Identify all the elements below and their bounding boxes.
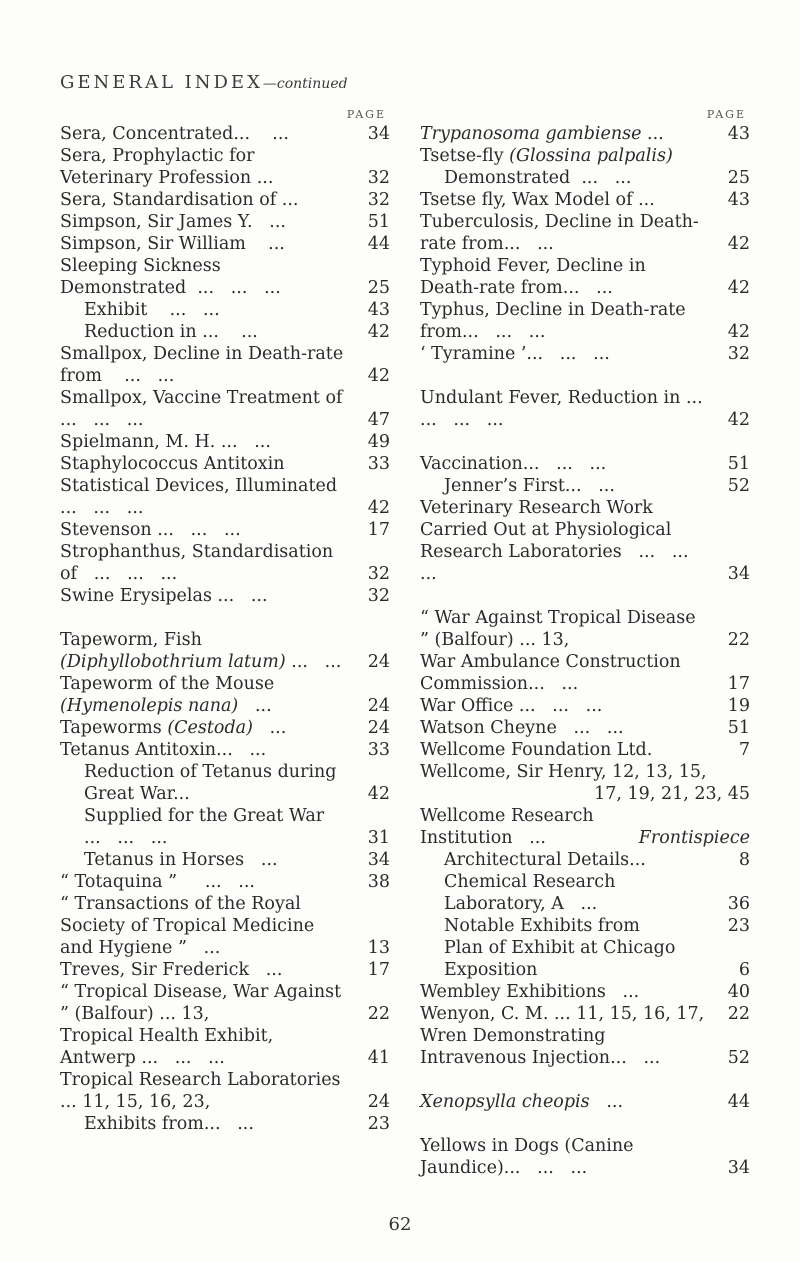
entry-text: [60, 1026, 279, 1068]
index-entry: [60, 233, 390, 255]
entry-text: [60, 234, 285, 254]
entry-label: Tsetse-fly: [420, 146, 510, 166]
entry-text: [420, 937, 706, 981]
entry-page-ref: 43: [727, 190, 750, 210]
entry-label: Architectural Details...: [444, 850, 646, 870]
entry-label: Tapeworm, Fish: [60, 630, 208, 650]
entry-spacer: [420, 431, 750, 453]
entry-label: Plan of Exhibit at Chicago Exposition: [444, 938, 681, 980]
entry-page-ref: 22: [727, 1004, 750, 1024]
entry-text: [420, 300, 691, 342]
entry-text: [60, 476, 343, 518]
entry-text: [420, 475, 706, 497]
entry-label: Tuberculosis, Decline in Death-rate from... ...: [420, 212, 699, 254]
index-entry: [60, 739, 390, 761]
index-entry: [420, 211, 750, 255]
entry-page-ref: 24: [367, 718, 390, 738]
entry-text: [420, 806, 599, 848]
entry-text: [420, 696, 602, 716]
entry-page-ref: 40: [727, 982, 750, 1002]
entry-label: “ Transactions of the Royal Society of Tropical Medicine and Hygiene ” ...: [60, 894, 320, 958]
index-entry: [60, 431, 390, 453]
index-entry: [60, 849, 390, 871]
entry-text: [420, 608, 701, 650]
index-entry: [420, 761, 750, 805]
entry-page-ref: 23: [367, 1114, 390, 1134]
entry-page-ref: 42: [367, 498, 390, 518]
entry-text: [420, 146, 673, 166]
entry-label: Chemical Research Laboratory, A ...: [444, 872, 621, 914]
entry-text: [60, 761, 346, 805]
entry-text: [420, 982, 639, 1002]
index-entry: [60, 123, 390, 145]
entry-text: [60, 805, 346, 849]
index-entry: [60, 585, 390, 607]
entry-page-ref: 34: [727, 1158, 750, 1178]
entry-page-ref: 19: [727, 696, 750, 716]
page-number: 62: [388, 1214, 412, 1235]
entry-page-ref: 44: [727, 1092, 750, 1112]
entry-italic-term: (Diphyllobothrium latum): [60, 652, 286, 672]
entry-page-ref: 17: [367, 960, 390, 980]
entry-page-ref: Frontispiece: [638, 828, 750, 848]
index-entry: [420, 189, 750, 211]
index-entry: [420, 1135, 750, 1179]
entry-text: [420, 388, 719, 430]
entry-leader: ...: [589, 1092, 624, 1112]
index-entry: [420, 167, 750, 189]
index-entry: [420, 497, 750, 585]
entry-label: Tapeworms: [60, 718, 168, 738]
entry-label: Wembley Exhibitions ...: [420, 982, 640, 1002]
entry-page-ref: 23: [727, 916, 750, 936]
entry-label: Undulant Fever, Reduction in ... ... ... ...: [420, 388, 720, 430]
entry-label: Wren Demonstrating Intravenous Injection... ...: [420, 1026, 661, 1068]
entry-page-ref: 17: [367, 520, 390, 540]
entry-label: Tetanus in Horses ...: [84, 850, 278, 870]
entry-text: [60, 849, 346, 871]
entry-text: [420, 212, 699, 254]
entry-spacer: [420, 365, 750, 387]
entry-text: [420, 1092, 623, 1112]
entry-text: [60, 894, 320, 958]
entry-label: Wellcome Research Institution ...: [420, 806, 600, 848]
index-entry: [420, 937, 750, 981]
entry-label: Watson Cheyne ... ...: [420, 718, 624, 738]
entry-page-ref: 44: [367, 234, 390, 254]
index-entry: [420, 607, 750, 651]
entry-spacer: [60, 607, 390, 629]
entry-label: Simpson, Sir William ...: [60, 234, 285, 254]
entry-label: ‘ Tyramine ’... ... ...: [420, 344, 610, 364]
entry-text: [60, 960, 282, 980]
index-entry: [60, 299, 390, 321]
entry-label: Spielmann, M. H. ... ...: [60, 432, 271, 452]
entry-text: [420, 344, 610, 364]
entry-label: “ Tropical Disease, War Against ” (Balfour) ... 13,: [60, 982, 347, 1024]
entry-leader: ... ...: [285, 652, 342, 672]
entry-text: [420, 1026, 660, 1068]
index-column-right: [420, 108, 750, 1179]
index-entry: [60, 761, 390, 805]
entry-label: Tsetse fly, Wax Model of ...: [420, 190, 655, 210]
entry-text: [60, 212, 286, 232]
index-entry: [420, 387, 750, 431]
entry-page-ref: 41: [367, 1048, 390, 1068]
index-entry: [60, 717, 390, 739]
entry-label: Sera, Prophylactic for Veterinary Profession ...: [60, 146, 274, 188]
entry-label: Strophanthus, Standardisation of ... ... ...: [60, 542, 339, 584]
entry-text: [60, 740, 266, 760]
entry-text: [60, 124, 289, 144]
index-entry: [60, 805, 390, 849]
index-entry: [60, 871, 390, 893]
entry-text: [60, 982, 347, 1024]
entry-text: [420, 740, 652, 760]
entry-text: [420, 871, 706, 915]
entry-text: [60, 299, 346, 321]
entry-text: [60, 872, 255, 892]
entry-text: [420, 124, 664, 144]
entry-page-ref: 24: [367, 696, 390, 716]
entry-page-ref: 52: [727, 1048, 750, 1068]
entry-label: Exhibit ... ...: [84, 300, 220, 320]
index-column-left: [60, 108, 390, 1135]
entry-page-ref: 24: [367, 1092, 390, 1112]
entry-page-ref: 32: [367, 564, 390, 584]
entry-label: Treves, Sir Frederick ...: [60, 960, 283, 980]
entry-page-ref: 43: [727, 124, 750, 144]
entry-label: Smallpox, Decline in Death-rate from ... ...: [60, 344, 349, 386]
index-entry: [60, 321, 390, 343]
index-entry: [60, 1025, 390, 1069]
index-entry: [420, 299, 750, 343]
entry-label: Notable Exhibits from: [444, 916, 640, 936]
index-entry: [60, 959, 390, 981]
header-continued: —continued: [262, 76, 348, 92]
page-column-label: PAGE: [346, 108, 386, 121]
index-entry: [60, 387, 390, 431]
index-entry: [60, 541, 390, 585]
entry-italic-term: Xenopsylla cheopis: [420, 1092, 590, 1112]
entry-spacer: [420, 1069, 750, 1091]
entry-text: [420, 1004, 704, 1024]
entry-label: War Office ... ... ...: [420, 696, 603, 716]
entry-label: Sera, Standardisation of ...: [60, 190, 299, 210]
entry-text: [60, 256, 281, 298]
index-entry: [420, 475, 750, 497]
entry-text: [60, 190, 298, 210]
running-header: [60, 72, 348, 93]
entry-text: [420, 167, 706, 189]
entry-page-ref: 34: [727, 564, 750, 584]
entry-page-ref: 51: [727, 454, 750, 474]
entry-text: [60, 718, 286, 738]
entry-page-ref: 6: [738, 960, 750, 980]
entry-label: Stevenson ... ... ...: [60, 520, 241, 540]
entry-page-ref: 22: [727, 630, 750, 650]
entry-page-ref: 43: [367, 300, 390, 320]
entry-text: [60, 432, 271, 452]
entry-page-ref: 36: [727, 894, 750, 914]
entry-italic-term: (Hymenolepis nana): [60, 696, 239, 716]
entry-text: [60, 520, 241, 540]
entry-text: [60, 542, 339, 584]
entry-text: [60, 1070, 357, 1112]
entry-text: [60, 1113, 346, 1135]
index-entry: [420, 453, 750, 475]
index-entry: [420, 981, 750, 1003]
entry-label: Jenner’s First... ...: [444, 476, 615, 496]
entry-page-ref: 25: [727, 168, 750, 188]
entry-label: Tropical Research Laboratories ... 11, 15, 16, 23,: [60, 1070, 358, 1112]
entry-text: [60, 321, 346, 343]
entry-label: Demonstrated ... ...: [444, 168, 632, 188]
entry-page-ref: 22: [367, 1004, 390, 1024]
entry-page-ref: 32: [727, 344, 750, 364]
entry-label: Reduction in ... ...: [84, 322, 258, 342]
entry-page-ref: 42: [727, 234, 750, 254]
entry-label: Yellows in Dogs (Canine Jaundice)... ... ...: [420, 1136, 640, 1178]
entry-label: Tropical Health Exhibit, Antwerp ... ... ...: [60, 1026, 279, 1068]
index-entry: [60, 343, 390, 387]
entry-label: Wellcome Foundation Ltd.: [420, 740, 653, 760]
entry-text: [60, 344, 349, 386]
index-entry: [420, 123, 750, 145]
entry-page-ref: 38: [367, 872, 390, 892]
header-title: GENERAL INDEX: [60, 72, 263, 93]
index-entry: [60, 981, 390, 1025]
entry-page-ref: 49: [367, 432, 390, 452]
entry-text: [60, 454, 285, 474]
entry-text: [60, 630, 341, 672]
entry-leader: ...: [238, 696, 272, 716]
entry-page-ref: 42: [727, 322, 750, 342]
entry-italic-term: Trypanosoma gambiense: [420, 124, 642, 144]
entry-spacer: [420, 585, 750, 607]
entry-page-ref: 17, 19, 21, 23, 45: [594, 784, 750, 804]
entry-page-ref: 32: [367, 586, 390, 606]
entry-label: War Ambulance Construction Commission... ...: [420, 652, 687, 694]
entry-label: Staphylococcus Antitoxin: [60, 454, 285, 474]
entry-text: [420, 256, 651, 298]
entry-text: [420, 762, 707, 782]
entry-label: Sleeping Sickness Demonstrated ... ... ...: [60, 256, 281, 298]
index-entry: [60, 211, 390, 233]
entry-page-ref: 42: [727, 410, 750, 430]
page-column-label: PAGE: [706, 108, 746, 121]
entry-text: [60, 146, 273, 188]
index-entry: [420, 1091, 750, 1113]
entry-label: Wellcome, Sir Henry, 12, 13, 15,: [420, 762, 707, 782]
index-entry: [420, 145, 750, 167]
entry-page-ref: 8: [738, 850, 750, 870]
entry-text: [420, 1136, 639, 1178]
index-entry: [60, 475, 390, 519]
index-entry: [60, 519, 390, 541]
entry-label: Wenyon, C. M. ... 11, 15, 16, 17,: [420, 1004, 705, 1024]
index-entry: [60, 629, 390, 673]
entry-leader: ...: [641, 124, 664, 144]
entry-text: [420, 190, 655, 210]
entry-italic-term: (Cestoda): [167, 718, 253, 738]
index-entry: [60, 145, 390, 189]
index-entry: [420, 739, 750, 761]
entry-page-ref: 24: [367, 652, 390, 672]
entry-page-ref: 34: [367, 124, 390, 144]
entry-label: Exhibits from... ...: [84, 1114, 254, 1134]
entry-page-ref: 42: [367, 322, 390, 342]
entry-label: Simpson, Sir James Y. ...: [60, 212, 286, 232]
entry-text: [420, 915, 706, 937]
index-entry: [420, 1003, 750, 1025]
entry-leader: ...: [252, 718, 287, 738]
index-entry: [420, 849, 750, 871]
index-entry: [60, 1069, 390, 1113]
entry-text: [420, 454, 606, 474]
entry-page-ref: 7: [738, 740, 750, 760]
entry-page-ref: 52: [727, 476, 750, 496]
entry-page-ref: 31: [367, 828, 390, 848]
entry-page-ref: 51: [367, 212, 390, 232]
entry-page-ref: 42: [367, 366, 390, 386]
entry-label: Sera, Concentrated... ...: [60, 124, 289, 144]
entry-page-ref: 32: [367, 168, 390, 188]
entry-page-ref: 34: [367, 850, 390, 870]
index-entry: [420, 343, 750, 365]
entry-label: “ Totaquina ” ... ...: [60, 872, 255, 892]
entry-text: [60, 674, 280, 716]
index-entry: [420, 871, 750, 915]
entry-page-ref: 47: [367, 410, 390, 430]
index-entry: [60, 255, 390, 299]
index-entry: [420, 915, 750, 937]
index-entry: [60, 189, 390, 211]
entry-page-ref: 13: [367, 938, 390, 958]
entry-label: Statistical Devices, Illuminated ... ... ...: [60, 476, 343, 518]
entry-label: Reduction of Tetanus during Great War...: [84, 762, 343, 804]
entry-label: Typhus, Decline in Death-rate from... ... ...: [420, 300, 692, 342]
entry-page-ref: 42: [367, 784, 390, 804]
entry-label: Veterinary Research Work Carried Out at Physiological Research Laboratories ... ... ...: [420, 498, 706, 584]
entry-page-ref: 25: [367, 278, 390, 298]
index-entry: [420, 651, 750, 695]
entry-label: Tapeworm of the Mouse: [60, 674, 280, 694]
index-entries-right: [420, 123, 750, 1179]
index-entries-left: [60, 123, 390, 1135]
entry-text: [420, 849, 706, 871]
entry-text: [420, 498, 705, 584]
entry-page-ref: 51: [727, 718, 750, 738]
index-entry: [60, 673, 390, 717]
entry-page-ref: 33: [367, 454, 390, 474]
index-entry: [60, 453, 390, 475]
index-entry: [420, 805, 750, 849]
entry-spacer: [420, 1113, 750, 1135]
index-entry: [420, 1025, 750, 1069]
entry-page-ref: 42: [727, 278, 750, 298]
entry-label: “ War Against Tropical Disease ” (Balfour) ... 13,: [420, 608, 702, 650]
entry-italic-term: (Glossina palpalis): [509, 146, 673, 166]
index-entry: [60, 1113, 390, 1135]
entry-page-ref: 32: [367, 190, 390, 210]
index-entry: [420, 717, 750, 739]
entry-text: [60, 388, 348, 430]
entry-text: [420, 718, 624, 738]
entry-label: Swine Erysipelas ... ...: [60, 586, 268, 606]
entry-label: Supplied for the Great War ... ... ...: [84, 806, 330, 848]
entry-label: Vaccination... ... ...: [420, 454, 607, 474]
index-entry: [420, 695, 750, 717]
index-entry: [60, 893, 390, 959]
index-entry: [420, 255, 750, 299]
entry-label: Typhoid Fever, Decline in Death-rate from... ...: [420, 256, 652, 298]
entry-label: Tetanus Antitoxin... ...: [60, 740, 267, 760]
entry-text: [60, 586, 268, 606]
entry-label: Smallpox, Vaccine Treatment of ... ... ...: [60, 388, 349, 430]
entry-page-ref: 17: [727, 674, 750, 694]
entry-text: [420, 652, 686, 694]
entry-page-ref: 33: [367, 740, 390, 760]
